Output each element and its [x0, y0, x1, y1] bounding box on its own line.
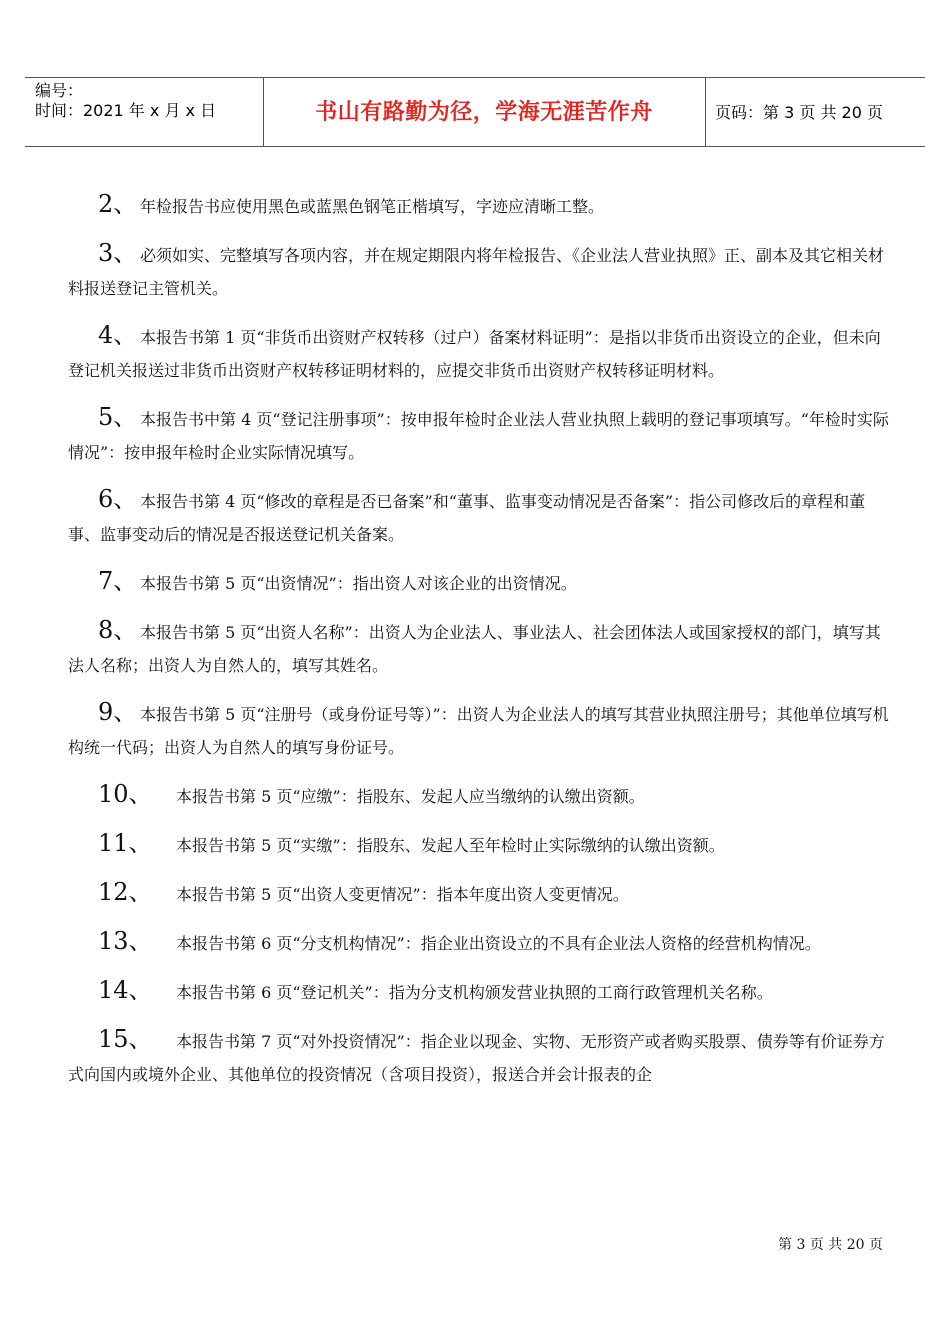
item-text: 本报告书第 6 页“分支机构情况”：指企业出资设立的不具有企业法人资格的经营机构情况。 — [176, 934, 821, 953]
item-number: 14、 — [98, 976, 153, 1004]
item-text: 必须如实、完整填写各项内容，并在规定期限内将年检报告、《企业法人营业执照》正、副本及其它相关材料报送登记主管机关。 — [68, 246, 885, 298]
list-item — [68, 614, 890, 682]
list-item — [68, 974, 890, 1009]
header-meta — [35, 81, 275, 121]
header-page-info: 页码：第 3 页 共 20 页 — [715, 103, 883, 122]
item-number: 9、 — [98, 698, 138, 726]
list-item — [68, 925, 890, 960]
list-item — [68, 778, 890, 813]
list-item — [68, 319, 890, 387]
item-text: 本报告书第 5 页“实缴”：指股东、发起人至年检时止实际缴纳的认缴出资额。 — [176, 836, 725, 855]
document-body — [68, 188, 890, 1105]
list-item — [68, 696, 890, 764]
item-text: 本报告书第 5 页“出资情况”：指出资人对该企业的出资情况。 — [140, 574, 577, 593]
item-text: 本报告书第 5 页“应缴”：指股东、发起人应当缴纳的认缴出资额。 — [176, 787, 645, 806]
item-number: 12、 — [98, 878, 153, 906]
item-number: 2、 — [98, 190, 138, 218]
item-number: 4、 — [98, 321, 138, 349]
list-item — [68, 1023, 890, 1091]
serial-label: 编号： — [35, 81, 84, 100]
item-text: 本报告书第 5 页“出资人名称”：出资人为企业法人、事业法人、社会团体法人或国家授权的部门，填写其法人名称；出资人为自然人的，填写其姓名。 — [68, 623, 881, 675]
item-text: 本报告书第 5 页“出资人变更情况”：指本年度出资人变更情况。 — [176, 885, 629, 904]
page-footer: 第 3 页 共 20 页 — [778, 1237, 883, 1253]
item-text: 本报告书中第 4 页“登记注册事项”：按申报年检时企业法人营业执照上载明的登记事项填写。“年检时实际情况”：按申报年检时企业实际情况填写。 — [68, 410, 889, 462]
item-number: 10、 — [98, 780, 153, 808]
item-text: 年检报告书应使用黑色或蓝黑色钢笔正楷填写，字迹应清晰工整。 — [140, 197, 605, 216]
time-label: 时间：2021 年 x 月 x 日 — [35, 101, 217, 120]
item-text: 本报告书第 7 页“对外投资情况”：指企业以现金、实物、无形资产或者购买股票、债券等有价证券方式向国内或境外企业、其他单位的投资情况（含项目投资），报送合并会计报表的企 — [68, 1032, 885, 1084]
list-item — [68, 483, 890, 551]
list-item — [68, 188, 890, 223]
item-number: 5、 — [98, 403, 138, 431]
item-number: 8、 — [98, 616, 138, 644]
list-item — [68, 237, 890, 305]
item-text: 本报告书第 4 页“修改的章程是否已备案”和“董事、监事变动情况是否备案”：指公司修改后的章程和董事、监事变动后的情况是否报送登记机关备案。 — [68, 492, 866, 544]
page-header — [25, 77, 925, 147]
header-divider-right — [705, 78, 706, 147]
item-number: 7、 — [98, 567, 138, 595]
item-number: 11、 — [98, 829, 153, 857]
item-number: 15、 — [98, 1025, 153, 1053]
header-motto: 书山有路勤为径，学海无涯苦作舟 — [315, 100, 653, 125]
item-text: 本报告书第 1 页“非货币出资财产权转移（过户）备案材料证明”：是指以非货币出资设立的企业，但未向登记机关报送过非货币出资财产权转移证明材料的，应提交非货币出资财产权转移证明材料。 — [68, 328, 881, 380]
item-number: 13、 — [98, 927, 153, 955]
item-text: 本报告书第 6 页“登记机关”：指为分支机构颁发营业执照的工商行政管理机关名称。 — [176, 983, 773, 1002]
list-item — [68, 401, 890, 469]
item-text: 本报告书第 5 页“注册号（或身份证号等）”：出资人为企业法人的填写其营业执照注册号；其他单位填写机构统一代码；出资人为自然人的填写身份证号。 — [68, 705, 889, 757]
item-number: 6、 — [98, 485, 138, 513]
item-number: 3、 — [98, 239, 138, 267]
list-item — [68, 827, 890, 862]
list-item — [68, 876, 890, 911]
list-item — [68, 565, 890, 600]
